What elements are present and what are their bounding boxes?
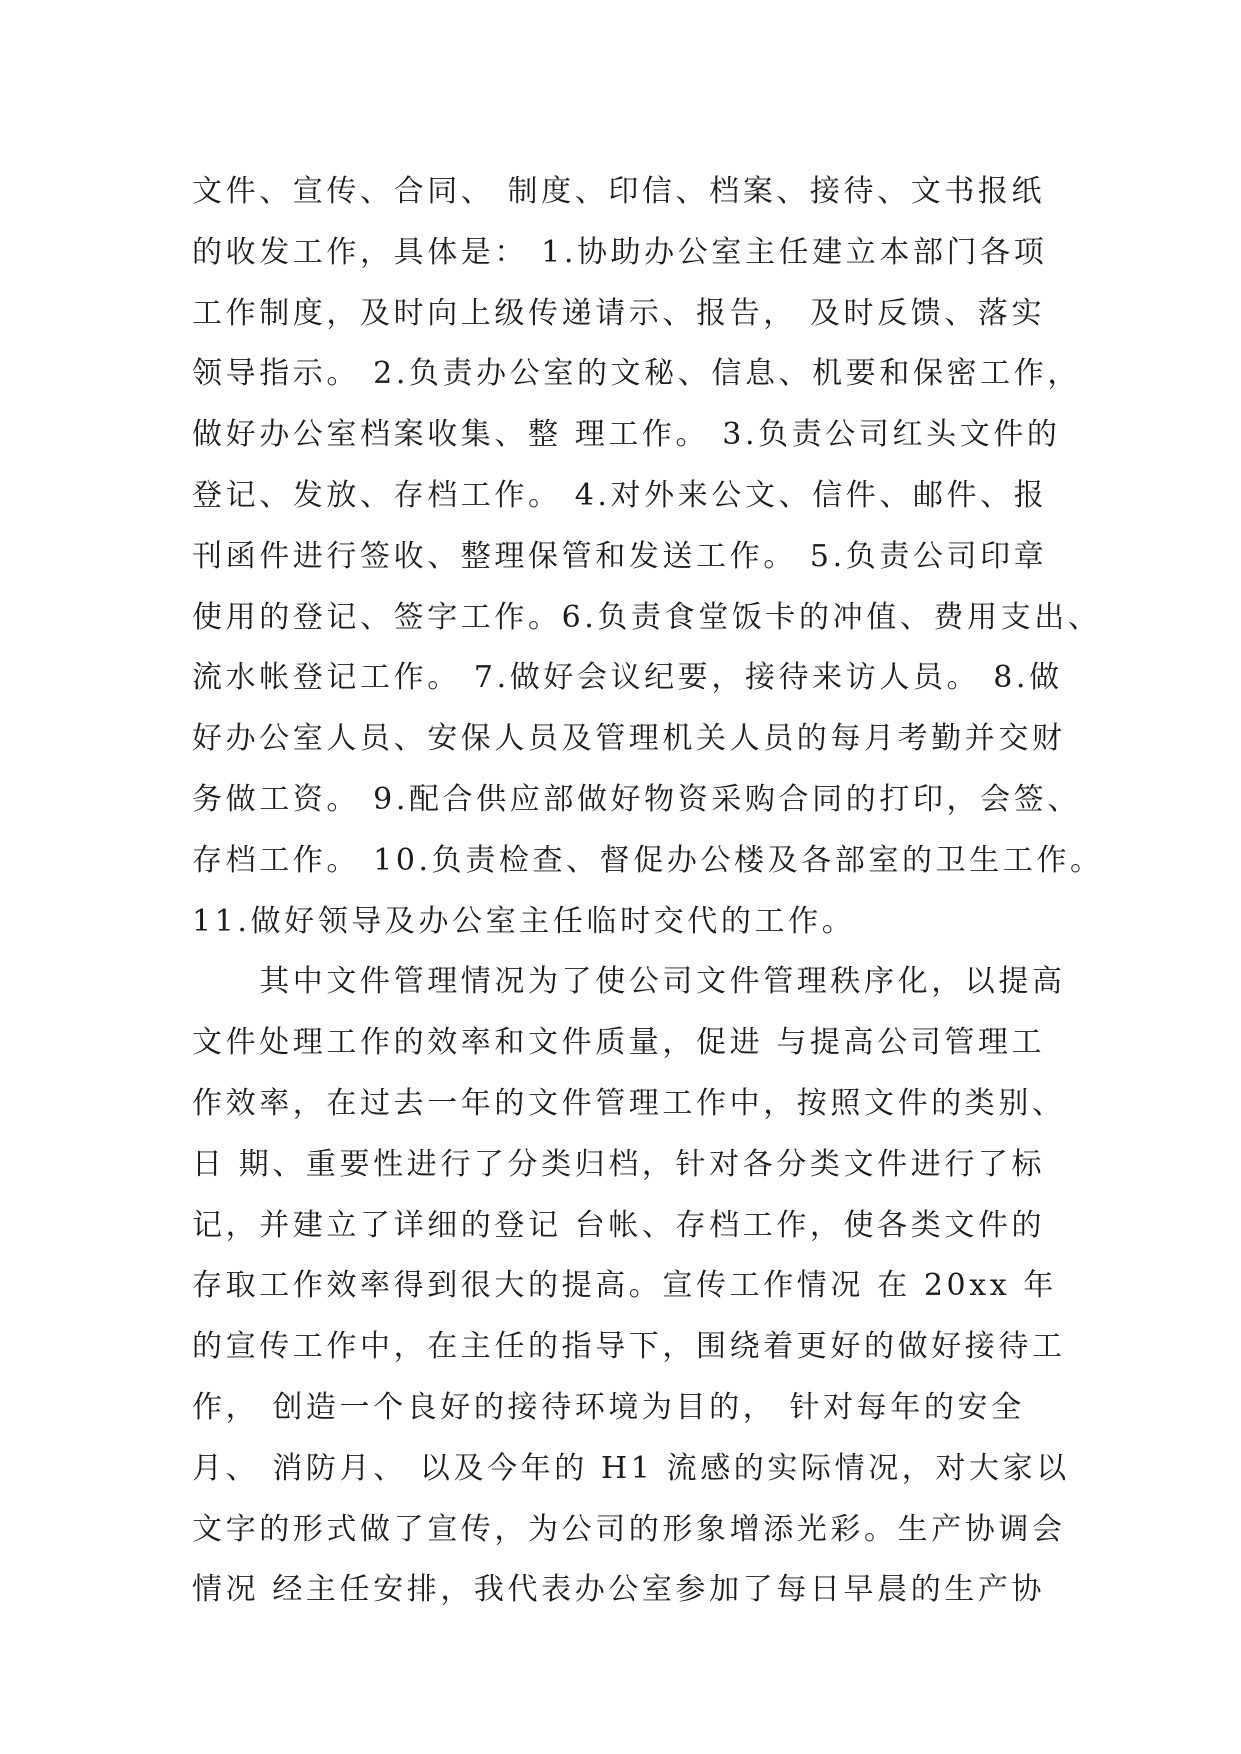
text-line: 其中文件管理情况为了使公司文件管理秩序化，以提高 (192, 964, 1066, 1000)
text-line: 作效率，在过去一年的文件管理工作中，按照文件的类别、 (192, 1085, 1066, 1121)
text-line: 存取工作效率得到很大的提高。宣传工作情况 在 20xx 年 (192, 1268, 1058, 1304)
text-line: 使用的登记、签字工作。6.负责食堂饭卡的冲值、费用支出、 (192, 599, 1102, 635)
text-line: 的宣传工作中，在主任的指导下，围绕着更好的做好接待工 (192, 1329, 1066, 1365)
text-line: 登记、发放、存档工作。 4.对外来公文、信件、邮件、报 (192, 477, 1048, 513)
text-line: 文件处理工作的效率和文件质量，促进 与提高公司管理工 (192, 1025, 1046, 1061)
text-line: 领导指示。 2.负责办公室的文秘、信息、机要和保密工作， (192, 356, 1081, 392)
text-line: 的收发工作，具体是： 1.协助办公室主任建立本部门各项 (192, 234, 1048, 270)
text-line: 月、 消防月、 以及今年的 H1 流感的实际情况，对大家以 (192, 1450, 1070, 1486)
text-line: 好办公室人员、安保人员及管理机关人员的每月考勤并交财 (192, 721, 1066, 757)
text-line: 工作制度，及时向上级传递请示、报告， 及时反馈、落实 (192, 295, 1046, 331)
text-line: 做好办公室档案收集、整 理工作。 3.负责公司红头文件的 (192, 417, 1061, 453)
body-text (192, 162, 1104, 1621)
text-line: 作， 创造一个良好的接待环境为目的， 针对每年的安全 (192, 1389, 1025, 1425)
text-line: 务做工资。 9.配合供应部做好物资采购合同的打印，会签、 (192, 781, 1081, 817)
text-line: 情况 经主任安排，我代表办公室参加了每日早晨的生产协 (192, 1572, 1046, 1608)
text-line: 记，并建立了详细的登记 台帐、存档工作，使各类文件的 (192, 1207, 1046, 1243)
text-line: 流水帐登记工作。 7.做好会议纪要，接待来访人员。 8.做 (192, 660, 1063, 696)
text-line: 存档工作。 10.负责检查、督促办公楼及各部室的卫生工作。 (192, 842, 1104, 878)
text-line: 文件、宣传、合同、 制度、印信、档案、接待、文书报纸 (192, 174, 1046, 209)
text-line: 日 期、重要性进行了分类归档，针对各分类文件进行了标 (192, 1146, 1046, 1182)
text-line: 11.做好领导及办公室主任临时交代的工作。 (192, 903, 856, 939)
text-line: 刊函件进行签收、整理保管和发送工作。 5.负责公司印章 (192, 538, 1048, 574)
text-line: 文字的形式做了宣传，为公司的形象增添光彩。生产协调会 (192, 1511, 1066, 1547)
